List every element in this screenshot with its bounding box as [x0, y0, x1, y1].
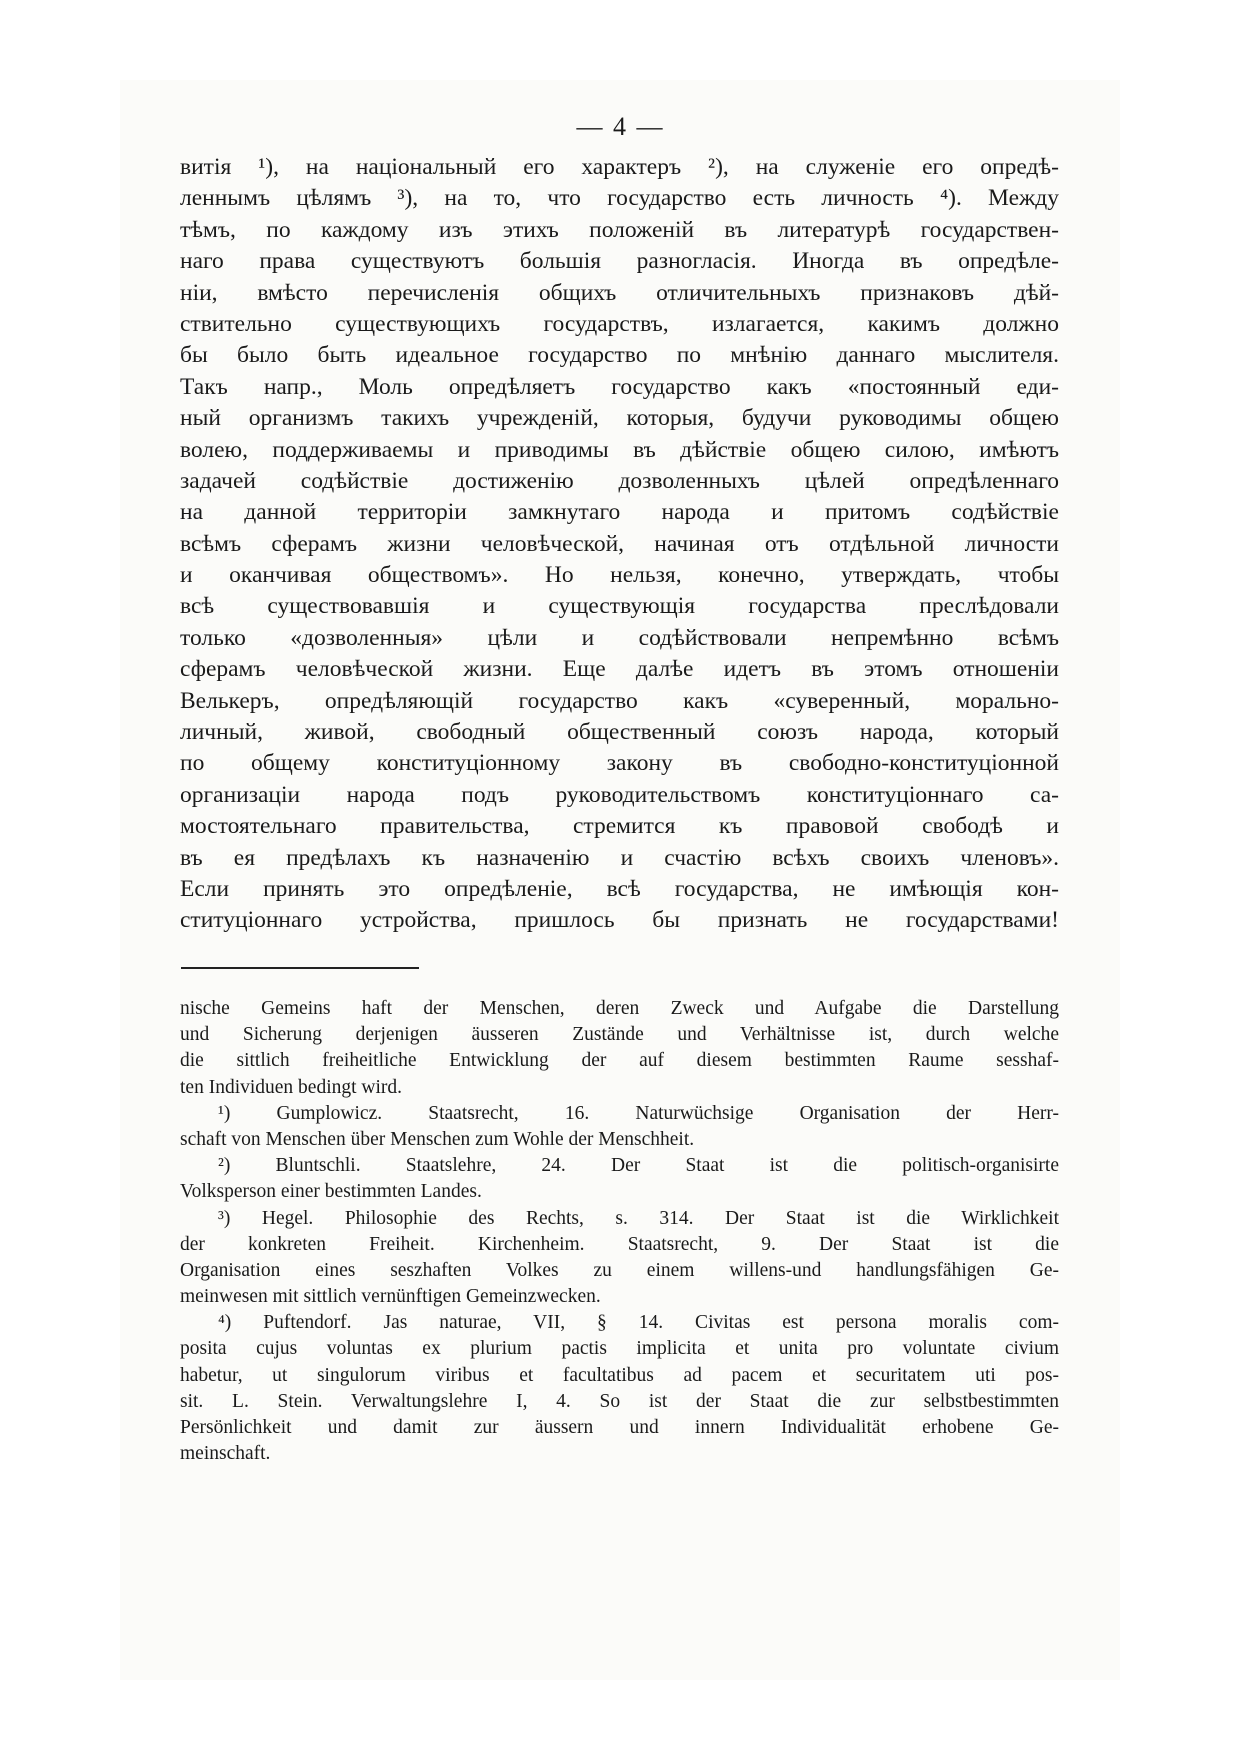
text-line: личный, живой, свободный общественный союзъ народа, который: [180, 719, 1059, 746]
text-line: всѣ существовавшія и существующія государства преслѣдовали: [180, 593, 1059, 620]
footnote-line: ⁴) Puftendorf. Jas naturae, VII, § 14. Civitas est persona moralis com-: [218, 1312, 1059, 1334]
main-text: [180, 152, 1059, 937]
text-line: только «дозволенныя» цѣли и содѣйствовали непремѣнно всѣмъ: [180, 624, 1059, 651]
text-line: сферамъ человѣческой жизни. Еще далѣе идетъ въ этомъ отношеніи: [180, 656, 1059, 683]
footnotes: [180, 996, 1059, 1467]
text-line: и оканчивая обществомъ». Но нельзя, конечно, утверждать, чтобы: [180, 562, 1059, 589]
footnote-line: Organisation eines seszhaften Volkes zu einem willens-und handlungsfähigen Ge-: [180, 1259, 1059, 1281]
text-line: на данной территоріи замкнутаго народа и притомъ содѣйствіе: [180, 499, 1059, 526]
footnote-line: meinwesen mit sittlich vernünftigen Gemeinzwecken.: [180, 1286, 601, 1308]
text-line: Если принять это опредѣленіе, всѣ государства, не имѣющія кон-: [180, 875, 1059, 902]
footnote-line: ²) Bluntschli. Staatslehre, 24. Der Staat ist die politisch-organisirte: [218, 1155, 1059, 1177]
footnote-line: ten Individuen bedingt wird.: [180, 1076, 403, 1098]
text-line: тѣмъ, по каждому изъ этихъ положеній въ литературѣ государствен-: [180, 216, 1059, 243]
footnote-line: meinschaft.: [180, 1443, 271, 1465]
text-line: ніи, вмѣсто перечисленія общихъ отличительныхъ признаковъ дѣй-: [180, 279, 1059, 306]
footnote-line: sit. L. Stein. Verwaltungslehre I, 4. So ist der Staat die zur selbstbestimmten: [180, 1390, 1059, 1412]
footnote-line: Volksperson einer bestimmten Landes.: [180, 1181, 482, 1203]
text-line: витія ¹), на національный его характеръ ²), на служеніе его опредѣ-: [180, 154, 1059, 180]
footnote-line: nische Gemeins haft der Menschen, deren Zweck und Aufgabe die Darstellung: [180, 998, 1059, 1019]
footnote-line: ³) Hegel. Philosophie des Rechts, s. 314. Der Staat ist die Wirklichkeit: [218, 1207, 1059, 1229]
footnote-line: ¹) Gumplowicz. Staatsrecht, 16. Naturwüchsige Organisation der Herr-: [218, 1102, 1059, 1124]
text-line: по общему конституціонному закону въ свободно-конституціонной: [180, 750, 1059, 777]
footnote-line: Persönlichkeit und damit zur äussern und innern Individualität erhobene Ge-: [180, 1417, 1059, 1438]
text-line: мостоятельнаго правительства, стремится къ правовой свободѣ и: [180, 813, 1059, 840]
footnote-line: und Sicherung derjenigen äusseren Zustände und Verhältnisse ist, durch welche: [180, 1024, 1059, 1046]
text-line: волею, поддерживаемы и приводимы въ дѣйствіе общею силою, имѣютъ: [180, 436, 1059, 463]
footnote-line: posita cujus voluntas ex plurium pactis implicita et unita pro voluntate civium: [180, 1338, 1059, 1360]
text-line: задачей содѣйствіе достиженію дозволенныхъ цѣлей опредѣленнаго: [180, 467, 1059, 494]
footnote-line: der konkreten Freiheit. Kirchenheim. Staatsrecht, 9. Der Staat ist die: [180, 1233, 1059, 1255]
text-line: наго права существуютъ большія разногласія. Иногда въ опредѣле-: [180, 248, 1059, 275]
text-line: бы было быть идеальное государство по мнѣнію даннаго мыслителя.: [180, 342, 1059, 369]
text-line: Такъ напр., Моль опредѣляетъ государство какъ «постоянный еди-: [180, 373, 1059, 400]
text-line: Велькеръ, опредѣляющій государство какъ «суверенный, морально-: [180, 687, 1059, 714]
text-line: ституціоннаго устройства, пришлось бы признать не государствами!: [180, 907, 1059, 934]
text-line: ный организмъ такихъ учрежденій, которыя, будучи руководимы общею: [180, 405, 1059, 432]
text-line: въ ея предѣлахъ къ назначенію и счастію всѣхъ своихъ членовъ».: [180, 844, 1059, 871]
footnote-line: schaft von Menschen über Menschen zum Wohle der Menschheit.: [180, 1128, 695, 1150]
footnote-divider: [181, 967, 419, 969]
text-line: ствительно существующихъ государствъ, излагается, какимъ должно: [180, 310, 1059, 337]
footnote-line: habetur, ut singulorum viribus et facultatibus ad pacem et securitatem uti pos-: [180, 1364, 1059, 1386]
text-line: всѣмъ сферамъ жизни человѣческой, начиная отъ отдѣльной личности: [180, 530, 1059, 557]
text-line: организаціи народа подъ руководительствомъ конституціоннаго са-: [180, 781, 1059, 808]
footnote-line: die sittlich freiheitliche Entwicklung der auf diesem bestimmten Raume sesshaf-: [180, 1050, 1059, 1072]
text-line: леннымъ цѣлямъ ³), на то, что государство есть личность ⁴). Между: [180, 185, 1059, 212]
page-number: — 4 —: [576, 112, 665, 141]
